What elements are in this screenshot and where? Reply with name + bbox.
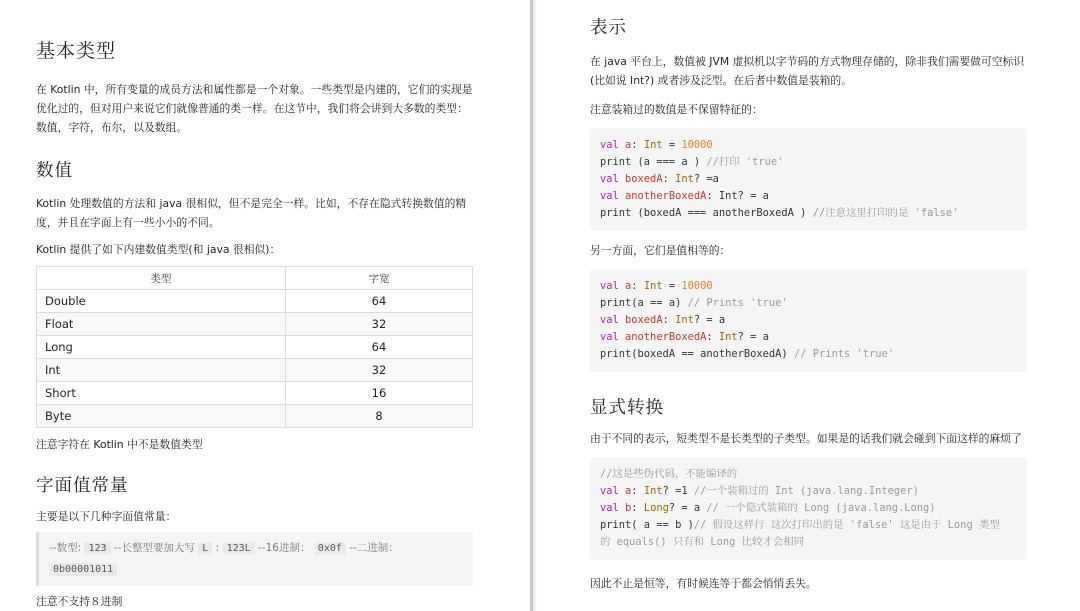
code-line [600, 329, 1017, 346]
table-header-type: 类型 [37, 267, 286, 290]
code-comment: //这是些伪代码，不能编译的 [600, 468, 738, 480]
table-row [37, 313, 473, 336]
heading-representation: 表示 [590, 18, 627, 38]
code-line [600, 137, 1017, 154]
type-width: 32 [286, 359, 473, 382]
quote-text: --16进制： [258, 542, 311, 554]
inline-code: L [198, 542, 212, 555]
code-line [600, 154, 1017, 171]
boxed-note: 注意装箱过的数值是不保留特征的： [590, 103, 763, 116]
quote-text: --数型: [49, 542, 82, 554]
code-keyword: val [600, 280, 619, 292]
code-comment: //打印 'true' [706, 156, 784, 168]
table-row [37, 359, 473, 382]
code-keyword: val [600, 314, 619, 326]
octal-note: 注意不支持８进制 [36, 595, 123, 608]
left-page [0, 0, 530, 611]
code-comment: 的 equals() 只有和 Long 比较才会相同 [600, 536, 804, 548]
code-variable: boxedA [618, 314, 663, 326]
code-type: Int [675, 173, 694, 185]
code-text: : [631, 139, 644, 151]
code-type: Long [643, 502, 669, 514]
code-comment: //注意这里打印的是 'false' [812, 207, 959, 219]
code-variable: boxedA [618, 173, 663, 185]
representation-paragraph: 在 java 平台上，数值被 JVM 虚拟机以字节码的方式物理存储的，除非我们需要做可空标识(比如说 Int?) 或者涉及泛型。在后者中数值是装箱的。 [590, 55, 1025, 87]
intro-paragraph: 在 Kotlin 中，所有变量的成员方法和属性都是一个对象。一些类型是内建的，它们的实现是优化过的，但对用户来说它们就像普通的类一样。在这节中，我们将会讲到大多数的类型：数值，字符，布尔，以及数组。 [36, 83, 473, 134]
code-comment: // Prints 'true' [793, 348, 895, 360]
code-comment: // 一个隐式装箱的 Long (java.lang.Long) [706, 502, 936, 514]
code-block-identity [590, 128, 1027, 231]
code-text: print(boxedA == anotherBoxedA) [600, 348, 794, 360]
code-line [600, 295, 1017, 312]
type-name: Double [37, 290, 286, 313]
literals-paragraph: 主要是以下几种字面值常量： [36, 510, 177, 523]
code-keyword: val [600, 485, 619, 497]
code-text: : [706, 331, 719, 343]
number-types-table [36, 266, 473, 428]
code-line [600, 312, 1017, 329]
code-text: print(a == a) [600, 297, 688, 309]
inline-code: 123L [223, 542, 255, 555]
code-line [600, 188, 1017, 205]
table-row [37, 405, 473, 428]
type-width: 16 [286, 382, 473, 405]
type-name: Int [37, 359, 286, 382]
code-text: print (a === a ) [600, 156, 707, 168]
right-page [533, 0, 1080, 611]
code-text: print (boxedA === anotherBoxedA ) [600, 207, 813, 219]
table-row [37, 290, 473, 313]
code-variable: anotherBoxedA [618, 190, 707, 202]
type-name: Short [37, 382, 286, 405]
code-keyword: val [600, 502, 619, 514]
builtin-types-paragraph: Kotlin 提供了如下内建数值类型(和 java 很相似)： [36, 243, 281, 256]
type-width: 64 [286, 290, 473, 313]
heading-numbers: 数值 [36, 161, 73, 181]
code-line [600, 171, 1017, 188]
code-text: ? =1 [662, 485, 694, 497]
code-variable: a [618, 139, 632, 151]
code-keyword: val [600, 173, 619, 185]
table-row [37, 336, 473, 359]
code-text: ? =a [693, 173, 719, 185]
code-line [600, 500, 1017, 517]
inline-code: 0b00001011 [49, 563, 117, 576]
code-variable: a [618, 280, 632, 292]
code-line [600, 534, 1017, 551]
code-text: : [631, 280, 644, 292]
code-text: : [662, 314, 676, 326]
code-keyword: val [600, 139, 619, 151]
table-row [37, 382, 473, 405]
explicit-paragraph: 由于不同的表示，短类型不是长类型的子类型。如果是的话我们就会碰到下面这样的麻烦了 [590, 432, 1022, 445]
type-width: 64 [286, 336, 473, 359]
inline-code: 0x0f [314, 542, 346, 555]
code-type: Int [718, 331, 738, 343]
code-number: 10000 [681, 139, 713, 151]
code-line [600, 278, 1017, 295]
code-type: Int [675, 314, 694, 326]
bottom-paragraph: 因此不止是恒等，有时候连等于都会悄悄丢失。 [590, 577, 817, 590]
code-text: : [662, 173, 676, 185]
code-line [600, 346, 1017, 363]
code-type: Int [643, 139, 663, 151]
code-comment: //一个装箱过的 Int (java.lang.Integer) [693, 485, 919, 497]
quote-text: : [215, 542, 220, 554]
code-keyword: val [600, 190, 619, 202]
code-text: : Int? = a [706, 190, 769, 202]
quote-text: --二进制： [349, 542, 399, 554]
type-name: Byte [37, 405, 286, 428]
literals-blockquote [36, 532, 473, 586]
code-variable: anotherBoxedA [618, 331, 707, 343]
code-text: = [662, 280, 682, 292]
chars-note: 注意字符在 Kotlin 中不是数值类型 [36, 438, 203, 451]
code-variable: b [618, 502, 632, 514]
heading-explicit-conversions: 显式转换 [590, 398, 664, 418]
code-text: : [631, 485, 644, 497]
code-line [600, 517, 1017, 534]
code-type: Int [643, 280, 663, 292]
code-number: 10000 [681, 280, 713, 292]
code-type: Int [643, 485, 663, 497]
code-block-equality [590, 269, 1027, 372]
code-text: print( a == b ) [600, 519, 694, 531]
code-block-pseudo [590, 457, 1027, 560]
type-name: Long [37, 336, 286, 359]
numbers-paragraph: Kotlin 处理数值的方法和 java 很相似，但不是完全一样。比如，不存在隐式转换数值的精度，并且在字面上有一些小小的不同。 [36, 197, 467, 229]
code-text: ? = a [737, 331, 769, 343]
code-line [600, 483, 1017, 500]
table-header-width: 字宽 [286, 267, 473, 290]
code-keyword: val [600, 331, 619, 343]
code-line [600, 466, 1017, 483]
code-line [600, 205, 1017, 222]
code-text: ? = a [693, 314, 726, 326]
code-comment: // Prints 'true' [687, 297, 788, 309]
code-variable: a [618, 485, 632, 497]
type-width: 32 [286, 313, 473, 336]
code-comment: // 假设这样行 这次打印出的是 'false' 这是由于 Long 类型 [693, 519, 1000, 531]
heading-basic-types: 基本类型 [36, 40, 117, 62]
quote-text: --长整型要加大写 [113, 542, 195, 554]
type-width: 8 [286, 405, 473, 428]
code-text: = [662, 139, 682, 151]
code-text: ? = a [668, 502, 707, 514]
equality-note: 另一方面，它们是值相等的： [590, 244, 731, 257]
inline-code: 123 [84, 542, 110, 555]
heading-literals: 字面值常量 [36, 476, 129, 496]
code-text: : [631, 502, 644, 514]
type-name: Float [37, 313, 286, 336]
